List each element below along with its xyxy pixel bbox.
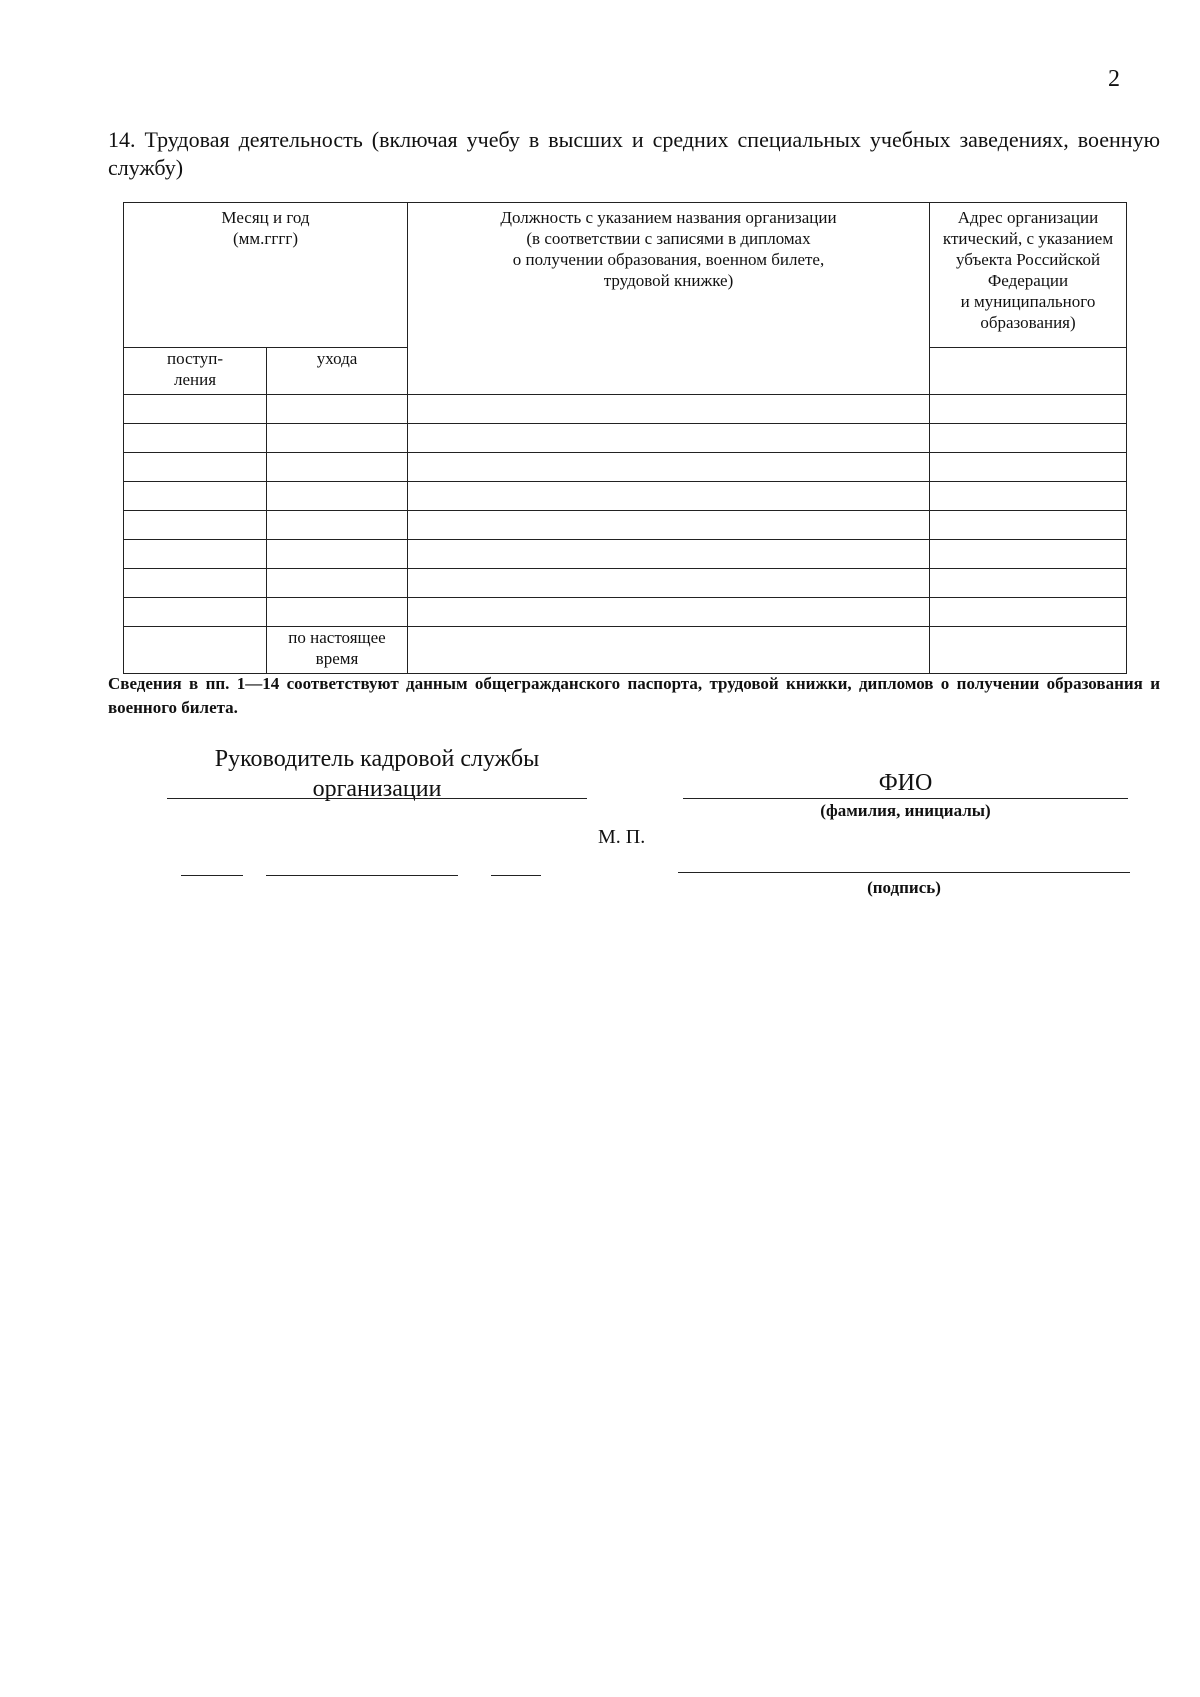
section-title: 14. Трудовая деятельность (включая учебу в высших и средних специальных учебных заведениях, военную службу): [108, 127, 1160, 180]
stamp-label: М. П.: [598, 826, 646, 848]
date-day-line[interactable]: [181, 875, 243, 876]
position-cell[interactable]: [408, 482, 930, 511]
address-cell[interactable]: [930, 598, 1127, 627]
header-position-line: трудовой книжке): [603, 271, 734, 290]
current-end-label: [267, 627, 408, 674]
start-date-cell[interactable]: [124, 424, 267, 453]
table-row: [124, 453, 1127, 482]
subheader-start: [124, 348, 267, 395]
header-address-line: Федерации: [987, 271, 1069, 290]
fio-underline: [683, 798, 1128, 799]
subheader-end-label: ухода: [316, 349, 358, 368]
position-cell[interactable]: [408, 511, 930, 540]
signature-line[interactable]: [678, 872, 1130, 873]
fio-value[interactable]: ФИО: [878, 770, 933, 796]
position-cell[interactable]: [408, 598, 930, 627]
page-number: 2: [1108, 66, 1120, 92]
fio-caption: (фамилия, инициалы): [820, 801, 991, 820]
header-address-line: убъекта Российской: [955, 250, 1101, 269]
header-address-line: образования): [980, 313, 1076, 332]
address-cell[interactable]: [930, 453, 1127, 482]
work-history-table: [123, 202, 1127, 674]
address-cell[interactable]: [930, 511, 1127, 540]
table-row: [124, 598, 1127, 627]
subheader-end: [267, 348, 408, 395]
end-date-cell[interactable]: [267, 424, 408, 453]
address-cell[interactable]: [930, 569, 1127, 598]
head-title-underline: [167, 798, 587, 799]
start-date-cell[interactable]: [124, 569, 267, 598]
table-row: [124, 540, 1127, 569]
end-date-cell[interactable]: [267, 453, 408, 482]
footnote: Сведения в пп. 1—14 соответствуют данным общегражданского паспорта, трудовой книжки, дипломов о получении образования и военного билета.: [108, 674, 1160, 717]
address-cell[interactable]: [930, 395, 1127, 424]
header-date-line: (мм.гггг): [233, 229, 298, 248]
start-date-cell[interactable]: [124, 482, 267, 511]
header-position: [408, 203, 930, 395]
position-cell[interactable]: [408, 540, 930, 569]
table-row: [124, 482, 1127, 511]
address-cell[interactable]: [930, 482, 1127, 511]
head-title: [167, 744, 587, 804]
header-position-line: Должность с указанием названия организации: [500, 208, 837, 227]
end-date-cell[interactable]: [267, 598, 408, 627]
table-row: [124, 569, 1127, 598]
head-title-line: организации: [312, 776, 442, 802]
header-address-line: и муниципального: [960, 292, 1096, 311]
table-header-row: [124, 203, 1127, 348]
header-date-line: Месяц и год: [221, 208, 310, 227]
header-date: [124, 203, 408, 348]
start-date-cell[interactable]: [124, 453, 267, 482]
start-date-cell[interactable]: [124, 627, 267, 674]
current-end-line: по настоящее: [288, 628, 386, 647]
header-address-line: Адрес организации: [957, 208, 1099, 227]
end-date-cell[interactable]: [267, 569, 408, 598]
header-position-line: (в соответствии с записями в дипломах: [526, 229, 811, 248]
date-month-line[interactable]: [266, 875, 458, 876]
end-date-cell[interactable]: [267, 482, 408, 511]
head-title-line: Руководитель кадровой службы: [214, 746, 540, 772]
table-row: [124, 424, 1127, 453]
end-date-cell[interactable]: [267, 395, 408, 424]
signature-caption: (подпись): [867, 878, 941, 897]
subheader-start-line: поступ-: [166, 349, 224, 368]
address-cell[interactable]: [930, 540, 1127, 569]
position-cell[interactable]: [408, 569, 930, 598]
table-row: [124, 511, 1127, 540]
address-cell[interactable]: [930, 424, 1127, 453]
subheader-start-line: ления: [173, 370, 217, 389]
start-date-cell[interactable]: [124, 598, 267, 627]
header-position-line: о получении образования, военном билете,: [512, 250, 825, 269]
position-cell[interactable]: [408, 395, 930, 424]
end-date-cell[interactable]: [267, 540, 408, 569]
position-cell[interactable]: [408, 424, 930, 453]
end-date-cell[interactable]: [267, 511, 408, 540]
current-end-line: время: [315, 649, 359, 668]
address-cell[interactable]: [930, 627, 1127, 674]
table-row: [124, 395, 1127, 424]
date-year-line[interactable]: [491, 875, 541, 876]
start-date-cell[interactable]: [124, 511, 267, 540]
position-cell[interactable]: [408, 627, 930, 674]
address-cell[interactable]: [930, 348, 1127, 395]
position-cell[interactable]: [408, 453, 930, 482]
start-date-cell[interactable]: [124, 540, 267, 569]
header-address-line: ктический, с указанием: [942, 229, 1114, 248]
table-row-current: [124, 627, 1127, 674]
start-date-cell[interactable]: [124, 395, 267, 424]
header-address: [930, 203, 1127, 348]
